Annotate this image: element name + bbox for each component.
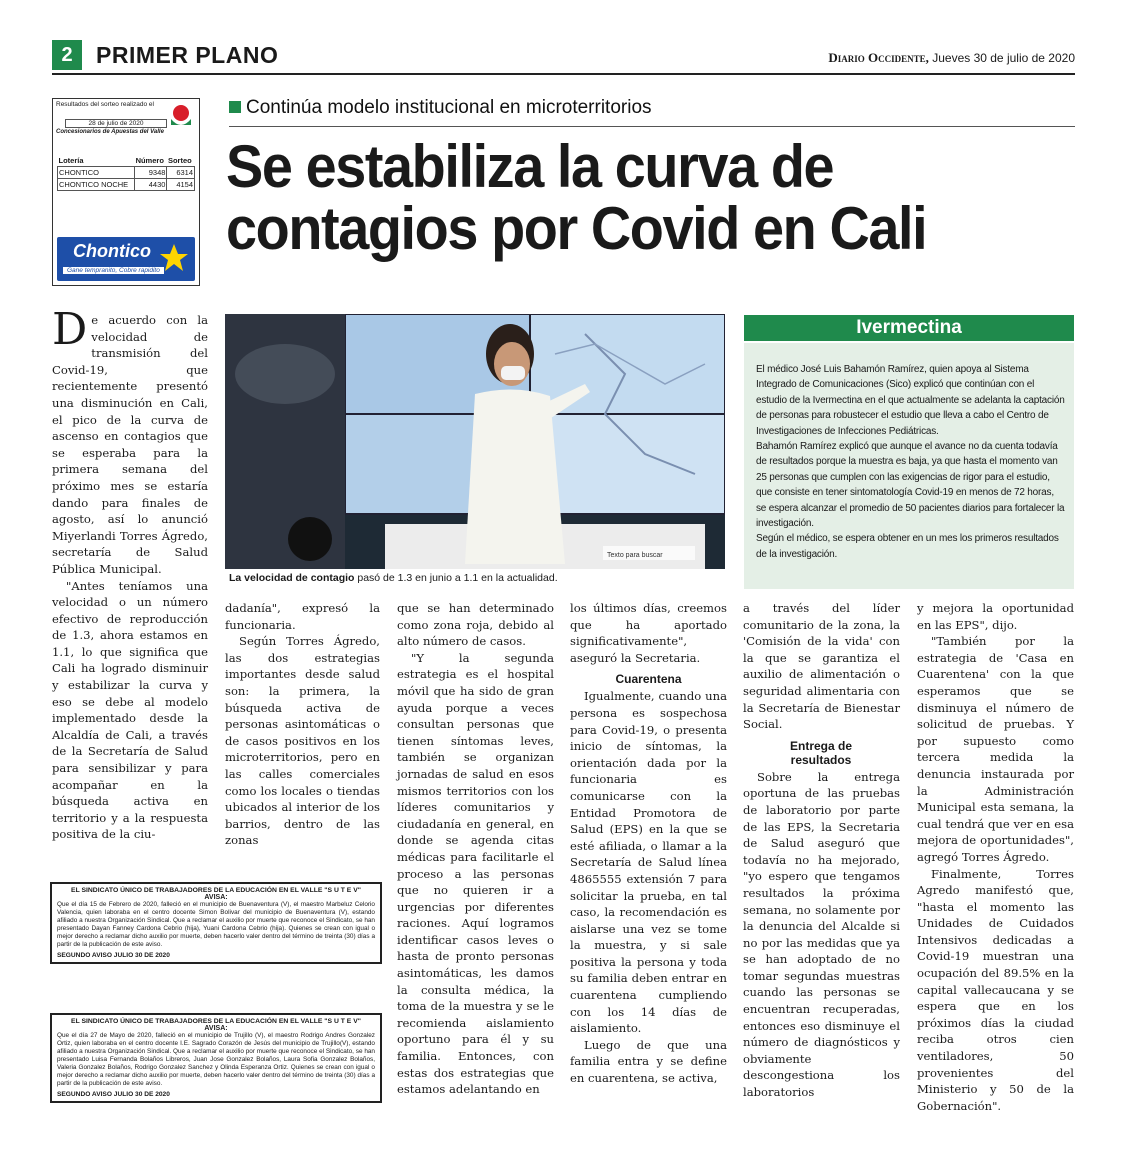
paragraph: Luego de que una familia entra y se define en cuarentena, se activa, <box>570 1037 727 1086</box>
sidebar-title: Ivermectina <box>744 315 1074 341</box>
notice-footer: SEGUNDO AVISO JULIO 30 DE 2020 <box>57 1091 170 1098</box>
column-1 <box>52 304 208 843</box>
kicker-text: Continúa modelo institucional en microterritorios <box>246 97 652 118</box>
chontico-brand: Chontico <box>73 241 151 261</box>
col-draw: Sorteo <box>167 156 192 165</box>
lottery-table <box>57 155 195 191</box>
lottery-draw: 4154 <box>167 179 195 191</box>
column-6 <box>917 600 1074 1114</box>
paragraph: a través del líder comunitario de la zona, la 'Comisión de la vida' con la que se garantiza el auxilio de alimentación o seguridad alimentaria con la Secretaría de Bienestar Social. <box>743 601 900 732</box>
lottery-results-box <box>52 98 200 286</box>
masthead <box>828 50 1075 66</box>
union-notice-1 <box>50 882 382 964</box>
chontico-tagline: Gane tempranito, Cobre rapidito <box>63 267 164 274</box>
paragraph: "Y la segunda estrategia es el hospital móvil que ha sido de gran ayuda porque a veces consultan personas que tienen síntomas leves, también se organizan jornadas de salud en esos mismos territorios con los líderes comunitarios y ciudadanía en general, en donde se agenda citas médicas para facilitarle el proceso a las personas que no quieren ir a urgencias por diferentes raciones. Aquí logramos identificar casos leves o hasta de pronto personas asintomáticas, les damos la consulta médica, la toma de la muestra y se le recomienda aislamiento oportuno para él y su familia. Entonces, con estas dos estrategias que estamos adelantando en <box>397 650 554 1097</box>
screen-search-text: Texto para buscar <box>607 552 663 559</box>
lottery-draw: 6314 <box>167 167 195 179</box>
caption-text: pasó de 1.3 en junio a 1.1 en la actualidad. <box>354 572 558 584</box>
column-5 <box>743 600 900 1101</box>
notice-body: Que el día 27 de Mayo de 2020, falleció en el municipio de Trujillo (V), el maestro Rodrigo Andres Gonzalez Ortiz, quien laboraba en el centro docente I.E. Sagrado Corazón de Jesús del municipio de Trujillo(V), estando afiliado a nuestra Organización Sindical. Que a reclamar el auxilio por muerte que reconoce el Sindicato, se han presentado Luisa Fernanda Bolaños Libreros, Juan Jose Gonzalez Bolaños, Laura Sofia Gonzalez Bolaños, Valeria Gonzalez Bolaños, Rodrigo Gonzalez Sanchez y Olinda Esperanza Ortiz. Quienes se crean con igual o mejor derecho a reclamar dicho auxilio por muerte, deben hacerlo valer dentro del término de treinta (30) días a partir de la publicación de este aviso. <box>57 1032 375 1087</box>
notice-title: EL SINDICATO ÚNICO DE TRABAJADORES DE LA EDUCACIÓN EN EL VALLE "S U T E V" <box>71 1018 361 1025</box>
notice-aviso: AVISA: <box>204 894 228 901</box>
paragraph: y mejora la oportunidad en las EPS", dijo. <box>917 601 1074 632</box>
paragraph: Finalmente, Torres Agredo manifestó que, "hasta el momento las Unidades de Cuidados Intensivos dedicadas a Covid-19 muestran una ocupación del 89.5% en la capital vallecaucana y se espera que en los próximos días la ciudad reciba otros cien ventiladores, 50 provenientes del Ministerio y 50 de la Gobernación". <box>917 866 1074 1113</box>
notice-footer: SEGUNDO AVISO JULIO 30 DE 2020 <box>57 952 170 959</box>
notice-aviso: AVISA: <box>204 1025 228 1032</box>
paragraph: los últimos días, creemos que ha aportado significativamente", aseguró la Secretaria. <box>570 601 727 665</box>
kicker-square-icon <box>229 101 241 113</box>
lottery-name: CHONTICO <box>58 167 135 179</box>
paragraph: Según Torres Ágredo, las dos estrategias importantes desde salud son: la primera, la búsqueda activa de personas asintomáticas o de casos positivos en los microterritorios, pero en las calles comerciales como los locales o tiendas ubicados al interior de los barrios, dentro de las zonas <box>225 634 380 848</box>
sidebar-paragraph: Bahamón Ramírez explicó que aunque el avance no da cuenta todavía de resultados porque la muestra es baja, ya que hasta el momento van 25 personas que cumplen con las exigencias de rigor para el estudio, que consiste en tener sintomatología Covid-19 en menos de 72 horas, se espera alcanzar el promedio de 50 pacientes diarios para fortalecer la investigación. <box>756 441 1065 530</box>
sidebar-paragraph: Según el médico, se espera obtener en un mes los primeros resultados de la investigación. <box>756 533 1059 560</box>
section-title: PRIMER PLANO <box>96 42 279 68</box>
sidebar-paragraph: El médico José Luis Bahamón Ramírez, quien apoya al Sistema Integrado de Comunicaciones (Sico) explicó que continúan con el estudio de la Ivermectina en el que actualmente se adelanta la captación de personas para robustecer el estudio que lleva a cabo el Centro de Investigaciones de Infecciones Pediátricas. <box>756 364 1065 437</box>
column-4 <box>570 600 727 1087</box>
table-row <box>58 167 195 179</box>
paragraph: que se han determinado como zona roja, debido al alto número de casos. <box>397 601 554 649</box>
paragraph: dadanía", expresó la funcionaria. <box>225 601 380 632</box>
header-rule <box>52 73 1075 75</box>
paper-name: Diario Occidente, <box>828 50 929 65</box>
paragraph: Sobre la entrega oportuna de las pruebas de laboratorio por parte de las EPS, la Secretaria de Salud aseguró que todavía no ha mejorado, "yo espero que tengamos resultados la próxima semana, no solamente por la denuncia del Alcalde si no por las medidas que ya se han adoptado de no tomar segundas muestras cuando las personas se encuentran recuperadas, entonces eso disminuye el número de diagnósticos y obviamente descongestiona los laboratorios <box>743 769 900 1100</box>
lottery-concessionaire: Concesionarios de Apuestas del Valle <box>56 129 164 135</box>
lottery-number: 4430 <box>135 179 167 191</box>
lottery-date: 28 de julio de 2020 <box>65 119 167 128</box>
article-photo <box>225 314 725 569</box>
col-number: Número <box>135 156 164 165</box>
issue-date: Jueves 30 de julio de 2020 <box>928 51 1075 65</box>
notice-body: Que el día 15 de Febrero de 2020, falleció en el municipio de Buenaventura (V), el maestro Marbeluz Celorio Valencia, quien laboraba en el centro docente Simon Bolivar del municipio de Buenaventura (V), estando afiliado a nuestra Organización Sindical. Que a reclamar el auxilio por muerte que reconoce el Sindicato, se han presentado Dayan Fanney Cardona Cebrio (hija), Yuani Cardona Cebrio (hija). Quienes se crean con igual o mejor derecho a reclamar dicho auxilio por muerte, deben hacerlo valer dentro del término de treinta (30) días a partir de la publicación de este aviso. <box>57 901 375 948</box>
paragraph: Igualmente, cuando una persona es sospechosa para Covid-19, o presenta inicio de síntomas, la orientación dada por la funcionaria es comunicarse con la Entidad Promotora de Salud (EPS) en la que se esté afiliada, o llamar a la Secretaría de Salud línea 4865555 extensión 7 para solicitar la prueba, en tal caso, la recomendación es aislarse una vez se tome la muestra, y si sale positiva la persona y toda su familia deben entrar en cuarentena cumpliendo con los 14 días de aislamiento. <box>570 689 727 1036</box>
column-2 <box>225 600 380 849</box>
paragraph-text: e acuerdo con la velocidad de transmisión del Covid-19, que recientemente presentó una disminución en Cali, el pico de la curva de ascenso en contagios que se esperaba para la primera semana del próximo mes se estaría dando para finales de agosto, así lo anunció Miyerlandi Torres Ágredo, secretaría de Salud Pública Municipal. <box>52 313 208 576</box>
paragraph <box>52 304 208 578</box>
paragraph: "También por la estrategia de 'Casa en Cuarentena' con la que esperamos que se disminuya el número de solicitud de pruebas. Y por supuesto como tercera medida la denuncia instaurada por la Administración Municipal esta semana, la cual tendrá que ver en esa mejora de oportunidades", agregó Torres Ágredo. <box>917 634 1074 864</box>
sidebar-text <box>756 362 1066 562</box>
notice-title: EL SINDICATO ÚNICO DE TRABAJADORES DE LA EDUCACIÓN EN EL VALLE "S U T E V" <box>71 887 361 894</box>
table-row <box>58 179 195 191</box>
page-number: 2 <box>52 40 82 70</box>
union-notice-2 <box>50 1013 382 1103</box>
kicker <box>229 97 652 119</box>
headline: Se estabiliza la curva de contagios por Covid en Cali <box>226 133 927 262</box>
subhead-entrega: Entrega de resultados <box>789 738 852 767</box>
lottery-name: CHONTICO NOCHE <box>58 179 135 191</box>
lottery-number: 9348 <box>135 167 167 179</box>
subhead-cuarentena: Cuarentena <box>615 672 682 687</box>
col-lottery: Lotería <box>58 156 84 165</box>
photo-caption <box>229 572 558 584</box>
photo-illustration <box>225 314 725 569</box>
lottery-caption: Resultados del sorteo realizado el <box>56 101 154 108</box>
column-3 <box>397 600 554 1098</box>
lottery-logo-icon <box>167 103 195 131</box>
drop-cap: D <box>52 304 88 355</box>
chontico-banner <box>57 237 195 281</box>
paragraph: "Antes teníamos una velocidad o un número efectivo de reproducción de 1.3, ahora estamos en 1.1, lo que significa que Cali ha logrado disminuir y estabilizar la curva y eso se debe al modelo implementado desde la Alcaldía de Cali, a través de la Secretaría de Salud para sensibilizar y para acompañar en la búsqueda activa en territorio y a la respuesta positiva de la ciu- <box>52 578 208 842</box>
caption-bold: La velocidad de contagio <box>229 572 355 584</box>
kicker-rule <box>229 126 1075 127</box>
